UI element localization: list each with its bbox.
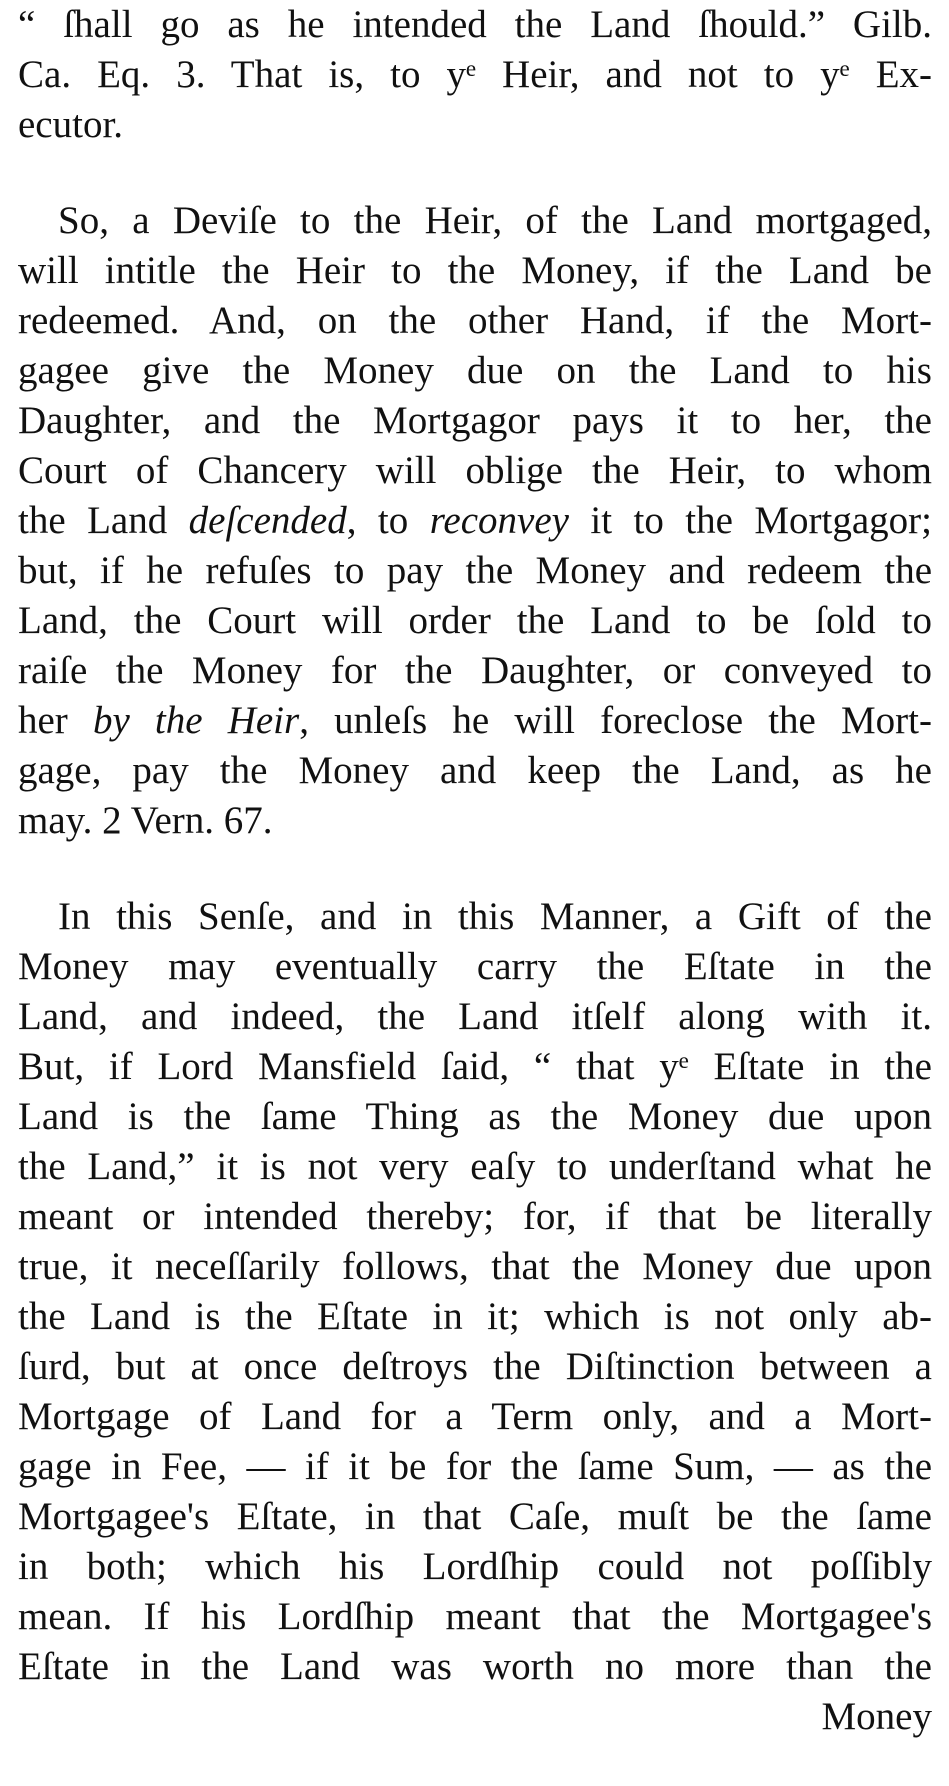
text-segment: her [18,699,93,742]
text-line: gagee give the Money due on the Land to his [18,349,932,392]
text-line: but, if he refuſes to pay the Money and redeem the [18,549,932,592]
text-line: Land is the ſame Thing as the Money due upon [18,1095,932,1138]
italic-text: deſcended [188,499,347,542]
text-line: Land, the Court will order the Land to be ſold to [18,599,932,642]
catchword: Money [821,1695,932,1738]
text-line: Land, and indeed, the Land itſelf along with it. [18,995,932,1038]
text-line: So, a Deviſe to the Heir, of the Land mortgaged, [58,199,932,242]
text-line: true, it neceſſarily follows, that the Money due upon [18,1245,932,1288]
text-line: redeemed. And, on the other Hand, if the Mort- [18,299,932,342]
paragraph-gap [18,846,932,892]
italic-text: reconvey [429,499,569,542]
text-line: In this Senſe, and in this Manner, a Gift of the [58,895,932,938]
text-line: Money may eventually carry the Eſtate in the [18,945,932,988]
text-segment: the Land [18,499,189,542]
text-line: the Land is the Eſtate in it; which is not only ab- [18,1295,932,1338]
text-line: the Land,” it is not very eaſy to underſtand what he [18,1145,932,1188]
text-line: ecutor. [18,103,124,146]
text-line: Eſtate in the Land was worth no more than the [18,1645,932,1688]
text-line: raiſe the Money for the Daughter, or conveyed to [18,649,932,692]
page-body [18,0,932,1742]
text-line: gage in Fee, — if it be for the ſame Sum, — as the [18,1445,932,1488]
text-line [18,496,932,546]
text-segment: , unleſs he will foreclose the Mort- [299,699,932,742]
paragraph-gap [18,150,932,196]
text-segment: it to the Mortgagor; [568,499,932,542]
paragraph-2 [18,196,932,846]
text-line: Court of Chancery will oblige the Heir, to whom [18,449,932,492]
text-line: Mortgagee's Eſtate, in that Caſe, muſt be the ſame [18,1495,932,1538]
text-line: But, if Lord Mansfield ſaid, “ that yᵉ Eſtate in the [18,1045,932,1088]
text-line: “ ſhall go as he intended the Land ſhould.” Gilb. [18,3,932,46]
text-line: Ca. Eq. 3. That is, to yᵉ Heir, and not to yᵉ Ex- [18,53,932,96]
text-line: may. 2 Vern. 67. [18,799,273,842]
text-line: Mortgage of Land for a Term only, and a Mort- [18,1395,932,1438]
text-line: in both; which his Lordſhip could not poſſibly [18,1545,932,1588]
italic-text: by the Heir [92,699,300,742]
text-line: gage, pay the Money and keep the Land, as he [18,749,932,792]
text-line: ſurd, but at once deſtroys the Diſtinction between a [18,1345,932,1388]
paragraph-3 [18,892,932,1692]
text-segment: , to [346,499,430,542]
text-line: Daughter, and the Mortgagor pays it to her, the [18,399,932,442]
text-line: mean. If his Lordſhip meant that the Mortgagee's [18,1595,932,1638]
text-line: will intitle the Heir to the Money, if the Land be [18,249,932,292]
text-line [18,696,932,746]
paragraph-1 [18,0,932,150]
text-line: meant or intended thereby; for, if that be literally [18,1195,932,1238]
